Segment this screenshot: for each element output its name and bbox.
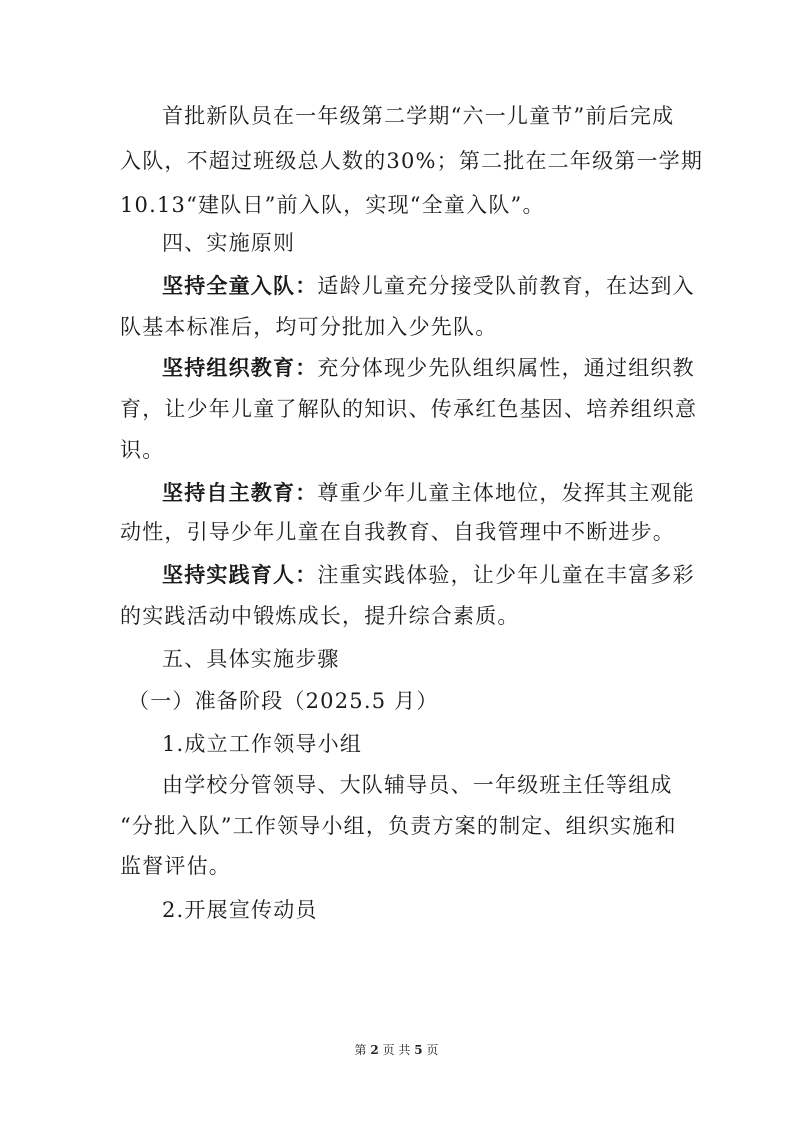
principle-line [162, 271, 695, 301]
page-footer [0, 1042, 793, 1058]
item-heading: 2.开展宣传动员 [162, 898, 318, 922]
paragraph-line: “分批入队”工作领导小组，负责方案的制定、组织实施和 [120, 814, 677, 838]
paragraph-line: 育，让少年儿童了解队的知识、传承红色基因、培养组织意 [120, 397, 698, 421]
paragraph-line: 由学校分管领导、大队辅导员、一年级班主任等组成 [162, 773, 673, 797]
section-heading: 四、实施原则 [162, 231, 296, 255]
paragraph-line: 10.13“建队日”前入队，实现“全童入队”。 [120, 193, 545, 217]
principle-lead: 坚持组织教育： [162, 355, 318, 380]
principle-line [162, 478, 695, 508]
principle-line [162, 353, 695, 383]
paragraph-line: 的实践活动中锻炼成长，提升综合素质。 [120, 604, 520, 628]
current-page-number: 2 [370, 1043, 379, 1057]
principle-text: 适龄儿童充分接受队前教育，在达到入 [317, 274, 695, 298]
paragraph-line: 识。 [120, 438, 165, 462]
principle-line [162, 560, 695, 590]
principle-text: 充分体现少先队组织属性，通过组织教 [317, 356, 695, 380]
section-heading: 五、具体实施步骤 [162, 647, 340, 671]
paragraph-line: 队基本标准后，均可分批加入少先队。 [120, 315, 498, 339]
footer-prefix: 第 [354, 1043, 367, 1057]
subsection-heading: （一）准备阶段（2025.5 月） [128, 689, 439, 713]
paragraph-line: 首批新队员在一年级第二学期“六一儿童节”前后完成 [162, 104, 675, 128]
footer-middle: 页 共 [382, 1043, 411, 1057]
total-page-number: 5 [414, 1043, 423, 1057]
footer-suffix: 页 [426, 1043, 439, 1057]
principle-text: 注重实践体验，让少年儿童在丰富多彩 [317, 563, 695, 587]
principle-lead: 坚持实践育人： [162, 562, 318, 587]
principle-lead: 坚持全童入队： [162, 273, 318, 298]
principle-lead: 坚持自主教育： [162, 480, 318, 505]
principle-text: 尊重少年儿童主体地位，发挥其主观能 [317, 481, 695, 505]
paragraph-line: 动性，引导少年儿童在自我教育、自我管理中不断进步。 [120, 520, 675, 544]
item-heading: 1.成立工作领导小组 [162, 732, 363, 756]
paragraph-line: 入队，不超过班级总人数的30%；第二批在二年级第一学期 [120, 149, 704, 173]
paragraph-line: 监督评估。 [120, 854, 231, 878]
